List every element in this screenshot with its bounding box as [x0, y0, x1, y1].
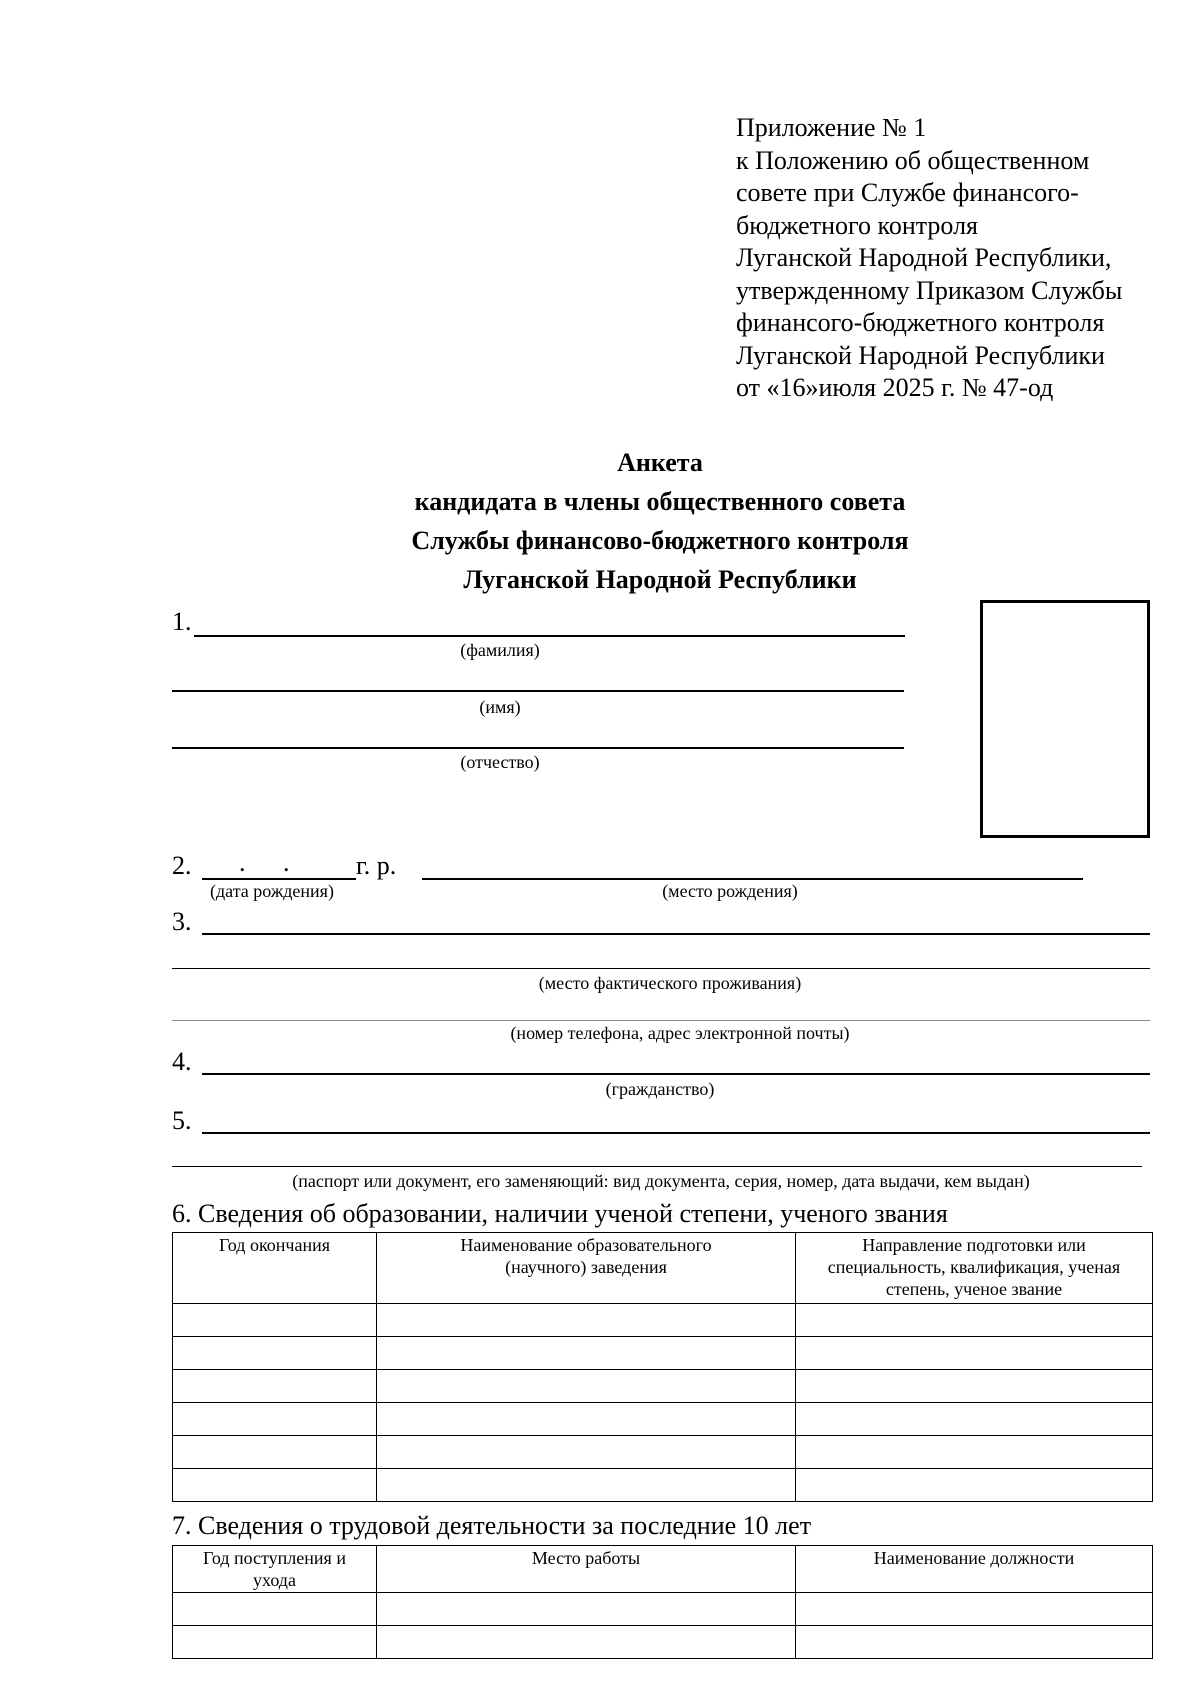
education-col-institution: Наименование образовательного (научного) заведения: [377, 1233, 796, 1304]
passport-line-2[interactable]: [172, 1166, 1142, 1167]
residence-line-2[interactable]: [172, 968, 1150, 969]
annex-line: совете при Службе финансого-: [736, 178, 1079, 207]
contacts-caption: (номер телефона, адрес электронной почты): [510, 1023, 850, 1043]
annex-line: Луганской Народной Республики,: [736, 243, 1112, 272]
title-line: кандидата в члены общественного совета: [414, 487, 906, 516]
patronymic-caption: (отчество): [460, 752, 540, 772]
education-heading: 6. Сведения об образовании, наличии ученой степени, ученого звания: [172, 1199, 948, 1228]
work-cell[interactable]: [796, 1593, 1153, 1626]
contacts-line[interactable]: [172, 1020, 1150, 1021]
table-row: [173, 1593, 1153, 1626]
birth-place-line[interactable]: [422, 878, 1083, 880]
annex-line: Приложение № 1: [736, 113, 927, 142]
field-number-1: 1.: [172, 607, 192, 636]
annex-line: бюджетного контроля: [736, 210, 979, 240]
education-cell[interactable]: [173, 1436, 377, 1469]
education-cell[interactable]: [796, 1304, 1153, 1337]
citizenship-line[interactable]: [202, 1073, 1150, 1075]
table-row: [173, 1626, 1153, 1659]
residence-caption: (место фактического проживания): [538, 973, 802, 993]
title-line: Службы финансово-бюджетного контроля: [411, 526, 909, 555]
work-col-place: Место работы: [377, 1546, 796, 1593]
form-title: [160, 443, 1160, 599]
education-col-year: Год окончания: [173, 1233, 377, 1304]
title-line: Анкета: [617, 448, 703, 477]
birth-date-caption: (дата рождения): [210, 881, 334, 901]
education-cell[interactable]: [796, 1337, 1153, 1370]
table-row: [173, 1304, 1153, 1337]
work-cell[interactable]: [796, 1626, 1153, 1659]
education-cell[interactable]: [377, 1370, 796, 1403]
table-row: [173, 1403, 1153, 1436]
work-heading: 7. Сведения о трудовой деятельности за последние 10 лет: [172, 1511, 812, 1540]
name-line[interactable]: [172, 690, 904, 692]
annex-line: финансого-бюджетного контроля: [736, 308, 1105, 337]
surname-line[interactable]: [194, 635, 905, 637]
education-cell[interactable]: [377, 1436, 796, 1469]
education-cell[interactable]: [377, 1304, 796, 1337]
birth-date-line[interactable]: [202, 878, 356, 880]
passport-caption: (паспорт или документ, его заменяющий: вид документа, серия, номер, дата выдачи, кем выдан): [292, 1171, 1030, 1191]
surname-caption: (фамилия): [460, 640, 540, 660]
work-cell[interactable]: [377, 1626, 796, 1659]
education-cell[interactable]: [173, 1370, 377, 1403]
photo-box: [980, 600, 1150, 838]
work-cell[interactable]: [173, 1626, 377, 1659]
birth-date-dot: .: [239, 848, 246, 877]
work-col-years: Год поступления и ухода: [173, 1546, 377, 1593]
birth-date-dot: .: [283, 848, 290, 877]
education-cell[interactable]: [377, 1469, 796, 1502]
education-cell[interactable]: [377, 1337, 796, 1370]
citizenship-caption: (гражданство): [605, 1079, 715, 1099]
residence-line[interactable]: [202, 933, 1150, 935]
birth-year-suffix: г. р.: [356, 851, 397, 880]
education-cell[interactable]: [173, 1337, 377, 1370]
field-number-3: 3.: [172, 907, 192, 936]
education-cell[interactable]: [796, 1370, 1153, 1403]
education-col-specialty: Направление подготовки или специальность, квалификация, ученая степень, ученое звание: [796, 1233, 1153, 1304]
education-cell[interactable]: [796, 1403, 1153, 1436]
birth-place-caption: (место рождения): [662, 881, 798, 901]
work-table: [172, 1545, 1153, 1659]
education-table: [172, 1232, 1153, 1502]
work-col-position: Наименование должности: [796, 1546, 1153, 1593]
education-cell[interactable]: [173, 1469, 377, 1502]
annex-line: утвержденному Приказом Службы: [736, 275, 1123, 305]
annex-line: к Положению об общественном: [736, 145, 1090, 175]
annex-block: [736, 112, 1176, 405]
annex-line: от «16»июля 2025 г. № 47-од: [736, 373, 1054, 402]
field-number-5: 5.: [172, 1106, 192, 1135]
table-row: [173, 1337, 1153, 1370]
work-cell[interactable]: [377, 1593, 796, 1626]
title-line: Луганской Народной Республики: [463, 565, 857, 594]
education-cell[interactable]: [796, 1436, 1153, 1469]
education-cell[interactable]: [377, 1403, 796, 1436]
work-cell[interactable]: [173, 1593, 377, 1626]
table-row: [173, 1469, 1153, 1502]
table-row: [173, 1370, 1153, 1403]
education-cell[interactable]: [173, 1304, 377, 1337]
table-row: [173, 1436, 1153, 1469]
education-cell[interactable]: [796, 1469, 1153, 1502]
annex-line: Луганской Народной Республики: [736, 340, 1105, 370]
passport-line[interactable]: [202, 1132, 1150, 1134]
field-number-2: 2.: [172, 851, 192, 880]
patronymic-line[interactable]: [172, 747, 904, 749]
name-caption: (имя): [479, 697, 521, 717]
education-cell[interactable]: [173, 1403, 377, 1436]
field-number-4: 4.: [172, 1047, 192, 1076]
